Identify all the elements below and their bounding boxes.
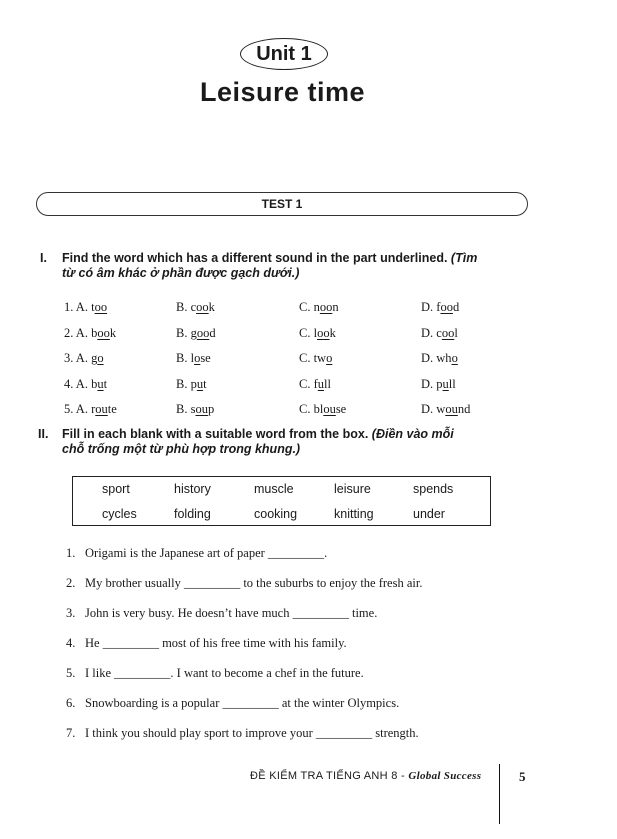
option-b: B. put [176,376,207,391]
box-word: cycles [102,507,137,521]
underlined-part: oo [94,300,108,314]
underlined-part: oo [97,325,110,340]
section-2-heading [38,427,542,457]
option-c: C. two [299,351,333,365]
underlined-part: oo [319,300,333,314]
underlined-part: oo [441,325,455,340]
box-word: history [174,482,211,496]
option-a: 4. A. but [64,376,108,391]
section-2-instruction: Fill in each blank with a suitable word from the box. [62,427,369,441]
option-a: 2. A. book [64,325,117,340]
underlined-part: o [451,351,458,365]
option-d: D. pull [421,376,456,391]
box-word: folding [174,507,211,521]
option-a: 5. A. route [64,402,117,416]
underlined-part: u [317,376,324,391]
page-title: Leisure time [199,77,366,107]
unit-label: Unit 1 [240,38,328,70]
option-c: C. full [299,376,331,391]
section-1-number: I. [40,251,47,265]
test-label: TEST 1 [36,192,528,216]
underlined-part: ou [195,402,208,416]
option-a: 3. A. go [64,351,104,365]
underlined-part: u [97,376,104,391]
underlined-part: oo [196,325,210,340]
sentence-2: 2. My brother usually _________ to the suburbs to enjoy the fresh air. [66,576,423,590]
underlined-part: o [97,351,104,365]
box-word: under [413,507,445,521]
page-number: 5 [519,769,526,784]
sentence-4: 4. He _________ most of his free time with his family. [66,636,347,650]
word-box [72,476,491,526]
box-word: knitting [334,507,374,521]
underlined-part: u [442,376,449,391]
box-word: sport [102,482,130,496]
underlined-part: ou [445,402,458,416]
box-word: spends [413,482,454,496]
option-d: D. cool [421,325,458,340]
option-d: D. wound [421,402,471,416]
underlined-part: oo [317,325,330,340]
option-d: D. food [421,300,460,314]
option-c: C. noon [299,300,339,314]
section-2-instruction-vi-1: (Điền vào mỗi [371,427,454,441]
section-2-instruction-vi-2: chỗ trống một từ phù hợp trong khung.) [62,442,301,456]
section-1-heading [40,251,542,281]
underlined-part: oo [440,300,453,314]
section-1-instruction-vi-2: từ có âm khác ở phần được gạch dưới.) [62,266,300,280]
footer-text [250,770,481,782]
sentence-7: 7. I think you should play sport to improve your _________ strength. [66,726,419,740]
footer-brand: Global Success [408,770,482,782]
underlined-part: u [196,376,204,391]
option-a: 1. A. too [64,300,108,314]
underlined-part: o [326,351,333,365]
option-c: C. blouse [299,402,347,416]
option-b: B. good [176,325,216,340]
underlined-part: ou [323,402,336,416]
option-d: D. who [421,351,458,365]
footer-divider [499,764,500,824]
option-b: B. cook [176,300,215,314]
box-word: cooking [254,507,298,521]
footer-title: ĐỀ KIỂM TRA TIẾNG ANH 8 - [250,770,409,782]
section-1-instruction: Find the word which has a different sound in the part underlined. [62,251,448,265]
sentence-1: 1. Origami is the Japanese art of paper _________. [66,546,328,560]
underlined-part: oo [196,300,209,314]
option-c: C. look [299,325,336,340]
sentence-5: 5. I like _________. I want to become a chef in the future. [66,666,364,680]
underlined-part: ou [95,402,108,416]
option-b: B. soup [176,402,215,416]
sentence-3: 3. John is very busy. He doesn’t have much _________ time. [66,606,378,620]
box-word: leisure [334,482,371,496]
box-word: muscle [254,482,294,496]
sentence-6: 6. Snowboarding is a popular _________ at the winter Olympics. [66,696,400,710]
section-1-instruction-vi-1: (Tìm [450,251,478,265]
section-2-number: II. [38,427,49,441]
option-b: B. lose [176,351,211,365]
underlined-part: o [194,351,201,365]
